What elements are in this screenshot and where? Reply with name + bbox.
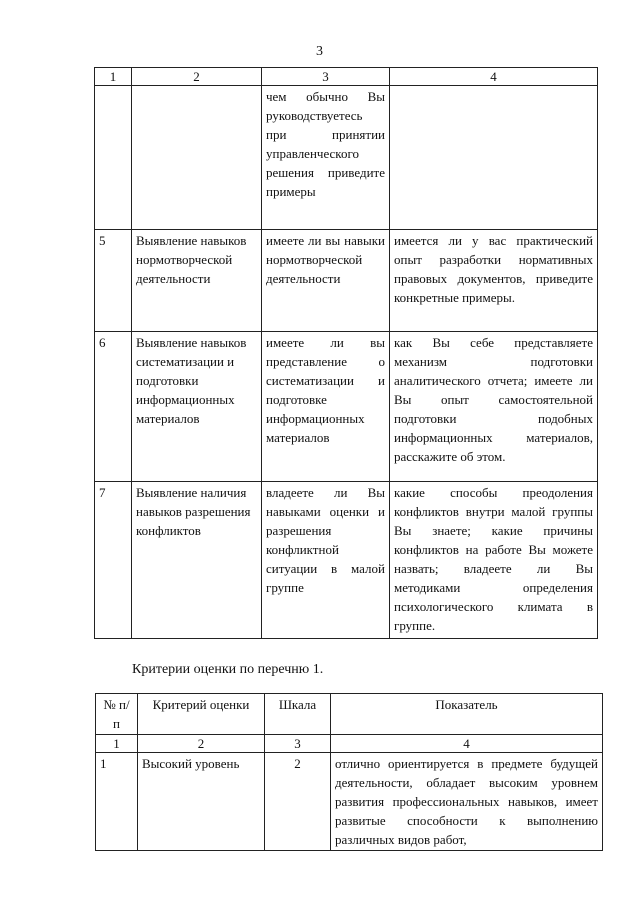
table-row <box>95 332 598 482</box>
table-header-row <box>96 694 603 735</box>
question-cell: чем обычно Вы руководствуетесь при принятии управленческого решения приведите примеры <box>262 86 390 230</box>
detail-cell: имеется ли у вас практический опыт разработки нормативных правовых документов, приведите конкретные примеры. <box>390 230 598 332</box>
table-row <box>95 482 598 639</box>
header-cell: 4 <box>390 68 598 86</box>
question-cell: имеете ли вы представление о систематизации и подготовке информационных материалов <box>262 332 390 482</box>
table-row <box>96 753 603 851</box>
criterion-cell: Высокий уровень <box>138 753 265 851</box>
criteria-caption: Критерии оценки по перечню 1. <box>132 662 324 677</box>
indicator-cell: отлично ориентируется в предмете будущей деятельности, обладает высоким уровнем развития профессиональных навыков, имеет развитые способности к выполнению различных видов работ, <box>331 753 603 851</box>
table-subheader-row <box>96 735 603 753</box>
scale-cell: 2 <box>265 753 331 851</box>
table-header-row <box>95 68 598 86</box>
header-cell: 1 <box>95 68 132 86</box>
row-number <box>95 86 132 230</box>
subheader-cell: 3 <box>265 735 331 753</box>
question-cell: имеете ли вы навыки нормотворческой деятельности <box>262 230 390 332</box>
table-row <box>95 86 598 230</box>
header-cell: 2 <box>132 68 262 86</box>
skill-cell: Выявление навыков систематизации и подготовки информационных материалов <box>132 332 262 482</box>
header-cell: № п/п <box>96 694 138 735</box>
detail-cell: как Вы себе представляете механизм подготовки аналитического отчета; имеете ли Вы опыт самостоятельной подготовки подобных информационных материалов, расскажите об этом. <box>390 332 598 482</box>
header-cell: Показатель <box>331 694 603 735</box>
question-cell: владеете ли Вы навыками оценки и разрешения конфликтной ситуации в малой группе <box>262 482 390 639</box>
subheader-cell: 2 <box>138 735 265 753</box>
header-cell: Шкала <box>265 694 331 735</box>
subheader-cell: 4 <box>331 735 603 753</box>
skill-cell: Выявление наличия навыков разрешения конфликтов <box>132 482 262 639</box>
questions-table <box>94 67 598 639</box>
row-number: 5 <box>95 230 132 332</box>
table-row <box>95 230 598 332</box>
page-number: 3 <box>316 44 323 59</box>
detail-cell <box>390 86 598 230</box>
row-number: 1 <box>96 753 138 851</box>
header-cell: Критерий оценки <box>138 694 265 735</box>
criteria-table <box>95 693 603 851</box>
header-cell: 3 <box>262 68 390 86</box>
row-number: 7 <box>95 482 132 639</box>
skill-cell: Выявление навыков нормотворческой деятельности <box>132 230 262 332</box>
detail-cell: какие способы преодоления конфликтов внутри малой группы Вы знаете; какие причины конфликтов на работе Вы можете назвать; владеете ли Вы методиками определения психологического климата в группе. <box>390 482 598 639</box>
row-number: 6 <box>95 332 132 482</box>
subheader-cell: 1 <box>96 735 138 753</box>
skill-cell <box>132 86 262 230</box>
